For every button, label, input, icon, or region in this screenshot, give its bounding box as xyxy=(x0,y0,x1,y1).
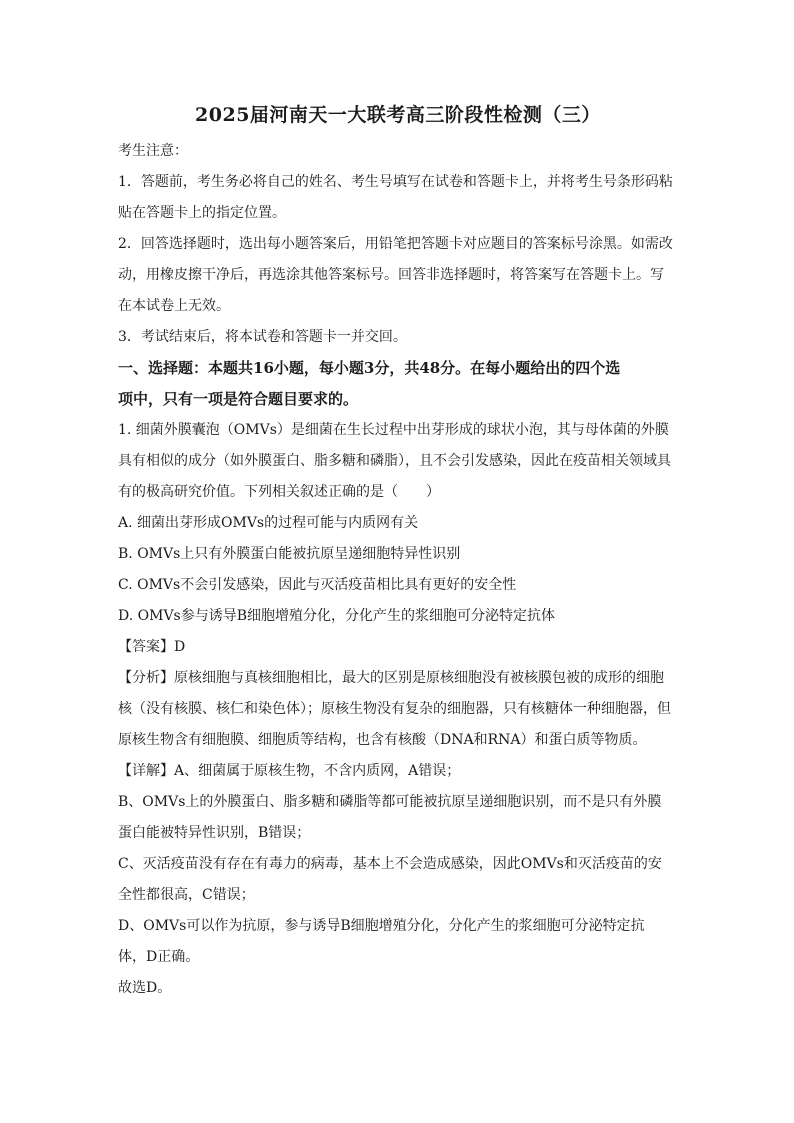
text-line: 有的极高研究价值。下列相关叙述正确的是（ ） xyxy=(118,484,440,500)
text-line: 贴在答题卡上的指定位置。 xyxy=(118,205,286,221)
text-line: C. OMVs不会引发感染，因此与灭活疫苗相比具有更好的安全性 xyxy=(118,577,517,593)
text-line: D. OMVs参与诱导B细胞增殖分化，分化产生的浆细胞可分泌特定抗体 xyxy=(118,608,556,624)
document-title: 2025届河南天一大联考高三阶段性检测（三） xyxy=(195,104,601,126)
text-line: 3．考试结束后，将本试卷和答题卡一并交回。 xyxy=(118,329,407,345)
text-line: B. OMVs上只有外膜蛋白能被抗原呈递细胞特异性识别 xyxy=(118,546,461,562)
text-line: D、OMVs可以作为抗原，参与诱导B细胞增殖分化，分化产生的浆细胞可分泌特定抗 xyxy=(118,918,645,934)
text-line: 体，D正确。 xyxy=(118,949,200,965)
section-heading-line: 一、选择题：本题共16小题，每小题3分，共48分。在每小题给出的四个选 xyxy=(118,359,621,377)
text-line: B、OMVs上的外膜蛋白、脂多糖和磷脂等都可能被抗原呈递细胞识别，而不是只有外膜 xyxy=(118,794,662,810)
text-line: 原核生物含有细胞膜、细胞质等结构，也含有核酸（DNA和RNA）和蛋白质等物质。 xyxy=(118,732,647,748)
document-body xyxy=(118,136,678,1004)
text-line: 在本试卷上无效。 xyxy=(118,298,230,314)
document-page xyxy=(118,100,678,1004)
text-line: 【分析】原核细胞与真核细胞相比，最大的区别是原核细胞没有被核膜包被的成形的细胞 xyxy=(118,670,664,686)
text-line: 具有相似的成分（如外膜蛋白、脂多糖和磷脂），且不会引发感染，因此在疫苗相关领域具 xyxy=(118,453,671,469)
text-line: 2．回答选择题时，选出每小题答案后，用铅笔把答题卡对应题目的答案标号涂黑。如需改 xyxy=(118,236,673,252)
text-line: 【答案】D xyxy=(118,639,186,655)
text-line: 核（没有核膜、核仁和染色体）；原核生物没有复杂的细胞器，只有核糖体一种细胞器，但 xyxy=(118,701,671,717)
section-heading-line: 项中，只有一项是符合题目要求的。 xyxy=(118,390,359,408)
text-line: 故选D。 xyxy=(118,980,172,996)
text-line: 蛋白能被特异性识别，B错误； xyxy=(118,825,311,841)
text-line: 【详解】A、细菌属于原核生物，不含内质网，A错误； xyxy=(118,763,461,779)
text-line: C、灭活疫苗没有存在有毒力的病毒，基本上不会造成感染，因此OMVs和灭活疫苗的安 xyxy=(118,856,662,872)
text-line: 动，用橡皮擦干净后，再选涂其他答案标号。回答非选择题时，将答案写在答题卡上。写 xyxy=(118,267,664,283)
text-line: 1. 细菌外膜囊泡（OMVs）是细菌在生长过程中出芽形成的球状小泡，其与母体菌的外膜 xyxy=(118,422,669,438)
text-line: 1．答题前，考生务必将自己的姓名、考生号填写在试卷和答题卡上，并将考生号条形码粘 xyxy=(118,174,673,190)
text-line: 考生注意： xyxy=(118,143,188,159)
text-line: A. 细菌出芽形成OMVs的过程可能与内质网有关 xyxy=(118,515,419,531)
text-line: 全性都很高，C错误； xyxy=(118,887,255,903)
